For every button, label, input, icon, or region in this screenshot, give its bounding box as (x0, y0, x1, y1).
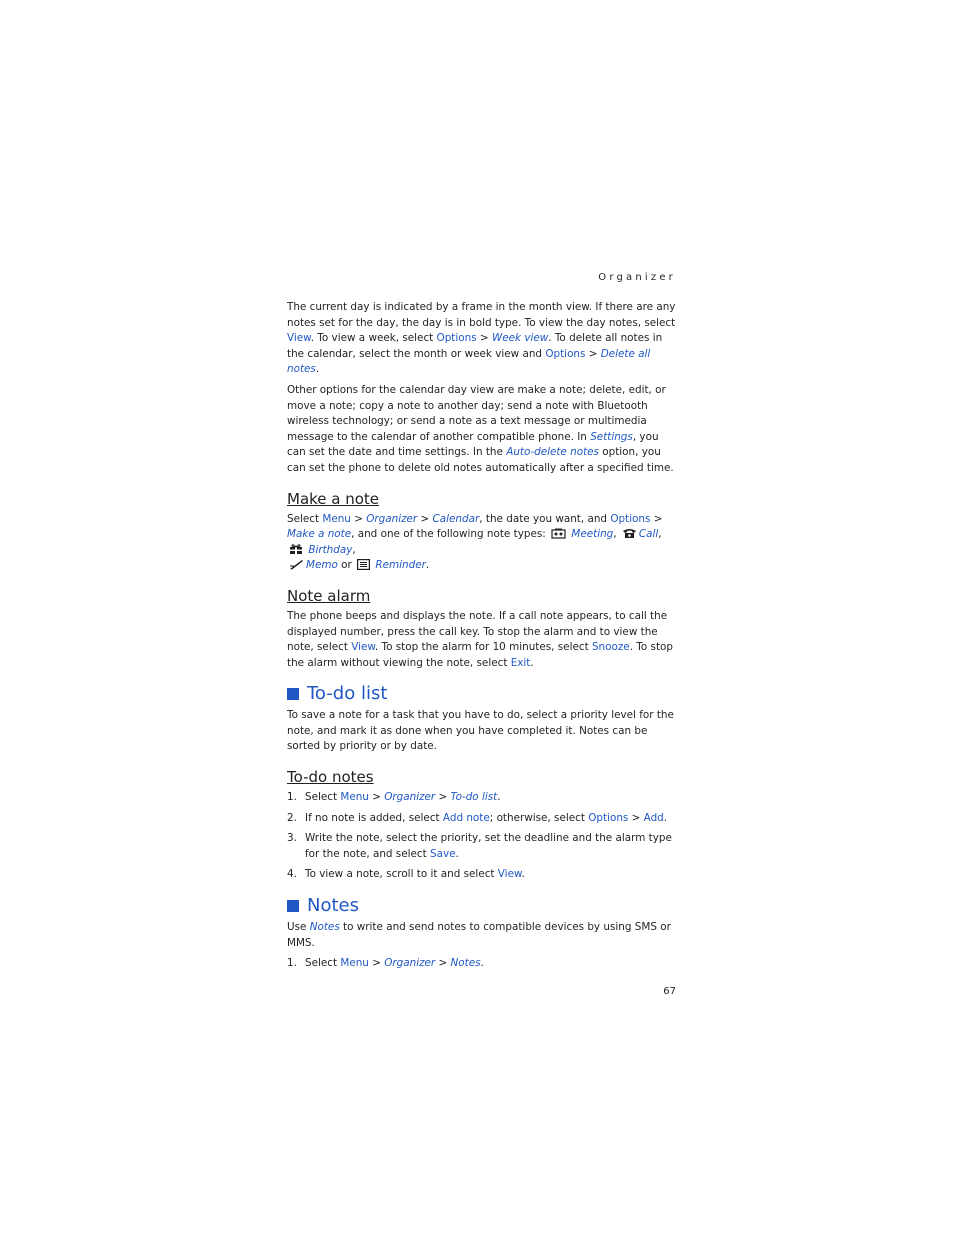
option-notes: Notes (309, 921, 340, 934)
keyword-view: View (351, 641, 375, 654)
text: . To view a week, select (310, 332, 437, 345)
separator: > (585, 347, 601, 360)
text: The current day is indicated by a frame in the month view. If there are any notes set for the day, the day is in bold type. To view the day notes, select (287, 301, 676, 329)
keyword-save: Save (430, 847, 456, 860)
text: Use (287, 921, 310, 934)
heading-text: To-do list (307, 683, 388, 705)
keyword-menu: Menu (340, 957, 369, 970)
meeting-icon (551, 528, 566, 539)
memo-icon (289, 559, 304, 570)
option-make-a-note: Make a note (287, 528, 352, 541)
text: . (480, 957, 484, 970)
separator: > (476, 332, 492, 345)
section-heading-to-do-notes: To-do notes (287, 768, 374, 787)
text: to write and send notes to compatible devices by using SMS or MMS. (287, 921, 671, 949)
option-auto-delete-notes: Auto-delete notes (506, 446, 599, 459)
option-birthday: Birthday (308, 543, 353, 556)
text: , (613, 528, 620, 541)
option-notes: Notes (450, 957, 481, 970)
text: The phone beeps and displays the note. If a call note appears, to call the displayed number, press the call key. To stop the alarm and to view the note, select (287, 609, 668, 654)
option-to-do-list: To-do list (450, 791, 498, 804)
separator: > (368, 957, 385, 970)
square-bullet-icon (287, 900, 299, 912)
step-number: 1. (287, 957, 297, 970)
intro-paragraph-2 (287, 383, 676, 477)
text: , and one of the following note types: (351, 528, 550, 541)
text: ; otherwise, select (489, 811, 589, 824)
option-reminder: Reminder (375, 559, 426, 572)
section-heading-note-alarm: Note alarm (287, 586, 371, 605)
option-organizer: Organizer (384, 957, 436, 970)
text: . (455, 847, 459, 860)
separator: > (368, 791, 385, 804)
keyword-add: Add (643, 811, 664, 824)
text: If no note is added, select (305, 811, 443, 824)
option-calendar: Calendar (432, 512, 480, 525)
intro-paragraph-1 (287, 300, 676, 378)
step-number: 2. (287, 811, 297, 824)
notes-steps (287, 956, 676, 972)
to-do-steps (287, 790, 676, 883)
heading-text: Notes (307, 895, 359, 917)
text: option, you can set the phone to delete old notes automatically after a specified time. (287, 446, 674, 474)
option-meeting: Meeting (571, 528, 614, 541)
text: . (315, 363, 320, 376)
keyword-add-note: Add note (442, 811, 490, 824)
separator: > (350, 512, 367, 525)
separator: > (650, 512, 663, 525)
text: . To stop the alarm without viewing the note, select (287, 641, 673, 669)
notes-paragraph (287, 920, 676, 951)
list-item (287, 811, 676, 827)
step-number: 3. (287, 832, 297, 845)
option-call: Call (638, 528, 659, 541)
note-alarm-paragraph (287, 609, 676, 671)
separator: > (435, 957, 451, 970)
keyword-options: Options (610, 512, 651, 525)
reminder-icon (357, 559, 370, 570)
text: Other options for the calendar day view are make a note; delete, edit, or move a note; copy a note to another day; send a note with Bluetooth wireless technology; or send a note as a text message or multimedia message to the calendar of another compatible phone. In (287, 383, 666, 443)
text: . (497, 791, 501, 804)
separator: > (435, 791, 451, 804)
step-number: 1. (287, 791, 297, 804)
birthday-icon (289, 543, 303, 555)
text: . (425, 559, 430, 572)
option-settings: Settings (590, 430, 633, 443)
keyword-options: Options (588, 811, 629, 824)
keyword-snooze: Snooze (591, 641, 630, 654)
section-heading-notes (287, 895, 676, 917)
list-item (287, 956, 676, 972)
page (287, 272, 676, 997)
text: Select (305, 791, 341, 804)
text: . To stop the alarm for 10 minutes, select (374, 641, 592, 654)
text: or (337, 559, 356, 572)
keyword-view: View (497, 868, 522, 881)
call-icon (622, 528, 637, 539)
text: Write the note, select the priority, set the deadline and the alarm type for the note, and select (305, 832, 672, 860)
keyword-options: Options (545, 347, 586, 360)
text: . (530, 656, 534, 669)
separator: > (417, 512, 433, 525)
to-do-list-paragraph: To save a note for a task that you have to do, select a priority level for the note, and mark it as done when you have completed it. Notes can be sorted by priority or by date. (287, 709, 674, 753)
option-organizer: Organizer (366, 512, 418, 525)
text: , (658, 528, 662, 541)
text: , you can set the date and time settings. In the (287, 430, 659, 459)
page-number: 67 (663, 985, 676, 997)
option-week-view: Week view (491, 332, 549, 345)
make-a-note-paragraph (287, 512, 676, 574)
keyword-view: View (287, 332, 311, 345)
text: . To delete all notes in the calendar, select the month or week view and (287, 332, 663, 360)
list-item (287, 790, 676, 806)
keyword-exit: Exit (510, 656, 531, 669)
section-heading-to-do-list (287, 683, 676, 705)
list-item (287, 831, 676, 862)
text: . (521, 868, 525, 881)
keyword-options: Options (436, 332, 477, 345)
text: , (352, 543, 356, 556)
list-item (287, 867, 676, 883)
option-memo: Memo (306, 559, 338, 572)
text: Select (305, 957, 341, 970)
text: To view a note, scroll to it and select (305, 868, 498, 881)
text: . (663, 811, 668, 824)
square-bullet-icon (287, 688, 299, 700)
text: , the date you want, and (479, 512, 611, 525)
option-delete-all-notes: Delete all notes (287, 347, 651, 376)
running-header: Organizer (598, 272, 676, 283)
step-number: 4. (287, 868, 297, 881)
text: Select (287, 512, 323, 525)
section-heading-make-a-note: Make a note (287, 489, 380, 508)
keyword-menu: Menu (340, 791, 369, 804)
keyword-menu: Menu (322, 512, 351, 525)
option-organizer: Organizer (384, 791, 436, 804)
separator: > (628, 811, 644, 824)
